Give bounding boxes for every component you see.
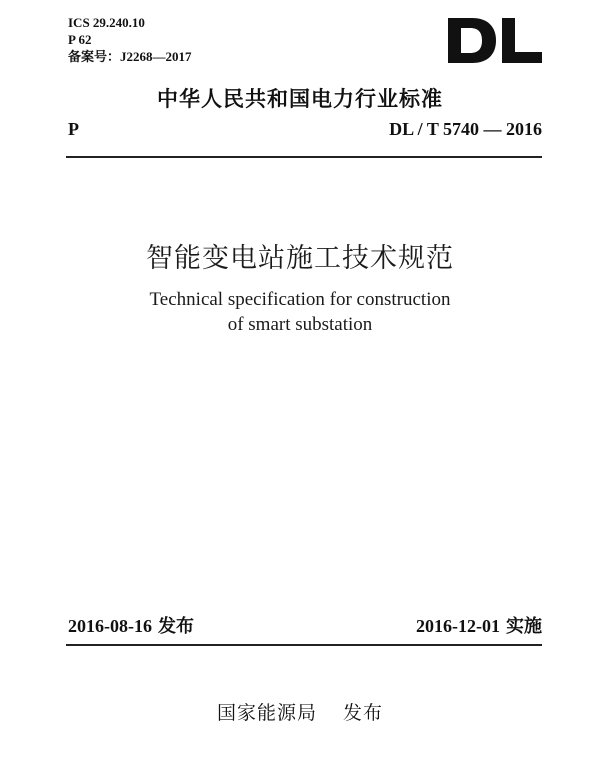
classification-code: P 62 [68,32,92,47]
title-chinese: 智能变电站施工技术规范 [146,243,454,274]
org-title: 中华人民共和国电力行业标准 [157,87,443,111]
title-english-line-2: of smart substation [227,314,373,335]
issuer-block [0,698,600,725]
footer-rule [66,644,542,646]
issue-date: 2016-08-16 [68,616,152,636]
standard-number: DL / T 5740 — 2016 [389,119,542,139]
issue-label: 发布 [158,616,194,637]
title-english [0,287,600,337]
dl-logo [448,18,542,63]
metadata-block [68,14,192,65]
title-english-line-1: Technical specification for construction [149,289,451,310]
dl-logo-letter-l [502,18,542,63]
ics-code: ICS 29.240.10 [68,15,145,30]
class-code: P [68,119,79,139]
record-number: 备案号：J2268—2017 [68,49,192,64]
issuer-name: 国家能源局 [216,702,317,724]
issue-date-block [68,612,194,638]
dl-logo-letter-d [448,18,496,63]
effective-date-block [416,612,542,638]
header-rule [66,156,542,158]
effective-label: 实施 [506,616,542,637]
effective-date: 2016-12-01 [416,616,500,636]
issuer-action: 发布 [343,702,384,724]
